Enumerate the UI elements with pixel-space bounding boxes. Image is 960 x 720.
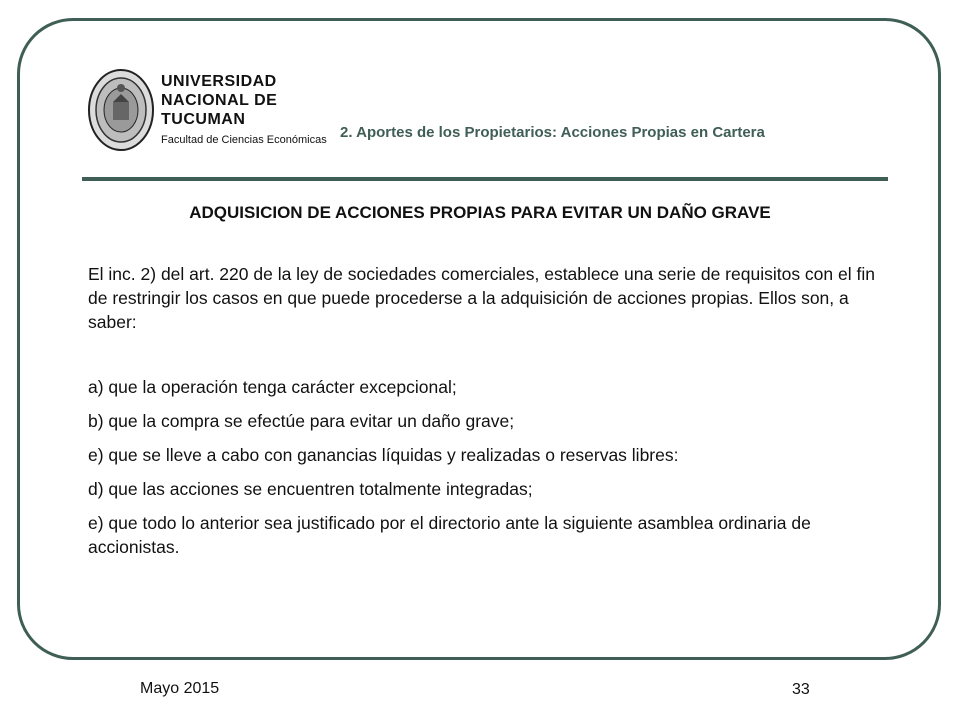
section-title: 2. Aportes de los Propietarios: Acciones Propias en Cartera (340, 124, 765, 141)
list-item: e) que todo lo anterior sea justificado por el directorio ante la siguiente asamblea ordinaria de accionistas. (88, 513, 811, 557)
slide-heading: ADQUISICION DE ACCIONES PROPIAS PARA EVITAR UN DAÑO GRAVE (189, 203, 771, 222)
footer-date: Mayo 2015 (140, 680, 220, 697)
page-number: 33 (792, 681, 810, 698)
logo-subtitle: Facultad de Ciencias Económicas (161, 134, 327, 146)
logo-line-2: NACIONAL DE (161, 92, 278, 109)
logo-line-3: TUCUMAN (161, 111, 246, 128)
list-item: b) que la compra se efectúe para evitar un daño grave; (88, 411, 515, 431)
logo-line-1: UNIVERSIDAD (161, 73, 277, 90)
list-item: d) que las acciones se encuentren totalmente integradas; (88, 479, 533, 499)
list-item: e) que se lleve a cabo con ganancias líquidas y realizadas o reservas libres: (88, 445, 679, 465)
university-logo (87, 68, 327, 158)
logo-wordmark (161, 72, 277, 129)
university-seal-icon (87, 68, 155, 152)
intro-text: El inc. 2) del art. 220 de la ley de sociedades comerciales, establece una serie de requisitos con el fin de restringir los casos en que puede procederse a la adquisición de acciones propias. Ellos son, a saber: (88, 264, 875, 332)
header-divider (82, 177, 888, 181)
list-item: a) que la operación tenga carácter excepcional; (88, 377, 457, 397)
intro-paragraph (88, 262, 878, 334)
requirements-list (88, 375, 878, 569)
